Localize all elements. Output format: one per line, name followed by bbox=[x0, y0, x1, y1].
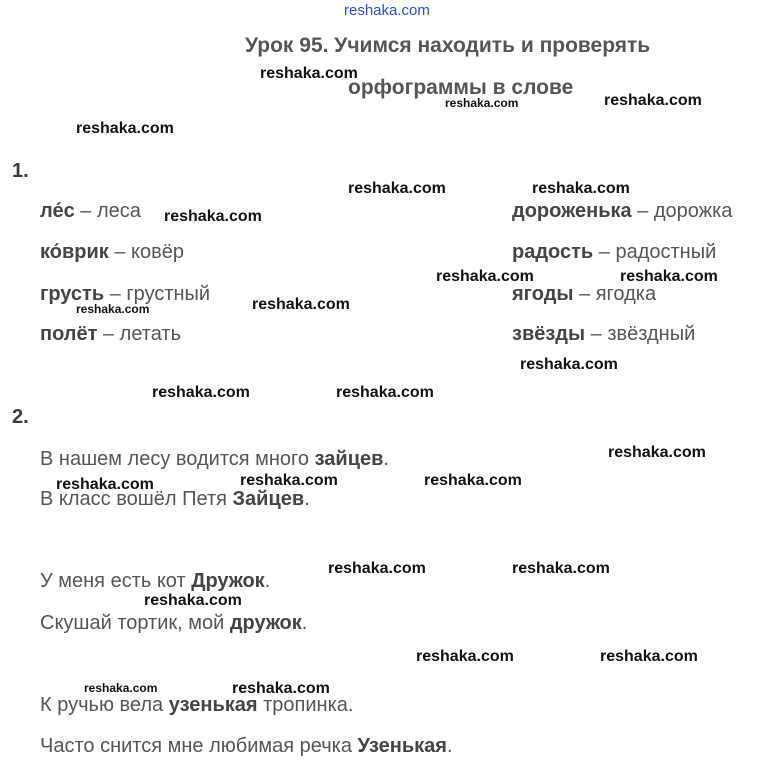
sentence bbox=[40, 448, 389, 471]
watermark: reshaka.com bbox=[240, 472, 338, 489]
page-title-line2: орфограммы в слове bbox=[348, 76, 574, 99]
watermark: reshaka.com bbox=[252, 296, 350, 313]
watermark: reshaka.com bbox=[144, 592, 242, 609]
watermark: reshaka.com bbox=[76, 302, 150, 316]
sentence-bold: узенькая bbox=[168, 694, 258, 716]
watermark: reshaka.com bbox=[164, 208, 262, 225]
page-title: Урок 95. Учимся находить и проверять bbox=[245, 34, 651, 57]
word-bold: дороженька bbox=[512, 200, 632, 222]
watermark: reshaka.com bbox=[260, 65, 358, 82]
watermark: reshaka.com bbox=[416, 648, 514, 665]
word-bold: ле́с bbox=[40, 200, 75, 222]
word-rest: звёздный bbox=[607, 323, 696, 345]
word-sep: – bbox=[593, 241, 616, 263]
word-sep: – bbox=[97, 323, 120, 345]
sentence-post: . bbox=[383, 448, 389, 470]
sentence-pre: Скушай тортик, мой bbox=[40, 612, 230, 634]
word-sep: – bbox=[74, 200, 97, 222]
watermark: reshaka.com bbox=[600, 648, 698, 665]
word-rest: ковёр bbox=[131, 241, 184, 263]
word-bold: звёзды bbox=[512, 323, 586, 345]
word-sep: – bbox=[573, 283, 596, 305]
word-bold: ягоды bbox=[512, 283, 574, 305]
sentence-bold: Дружок bbox=[191, 570, 265, 592]
word-sep: – bbox=[108, 241, 132, 263]
sentence-pre: К ручью вела bbox=[40, 694, 169, 716]
watermark: reshaka.com bbox=[445, 96, 519, 110]
watermark: reshaka.com bbox=[328, 560, 426, 577]
sentence-post: . bbox=[264, 570, 271, 592]
sentence-bold: дружок bbox=[229, 612, 302, 634]
watermark: reshaka.com bbox=[532, 180, 630, 197]
word-pair bbox=[512, 241, 716, 264]
watermark: reshaka.com bbox=[436, 268, 534, 285]
watermark: reshaka.com bbox=[84, 681, 158, 695]
sentence-pre: В класс вошёл Петя bbox=[40, 488, 233, 510]
watermark: reshaka.com bbox=[604, 92, 702, 109]
word-sep: – bbox=[104, 283, 127, 305]
word-bold: полёт bbox=[40, 323, 98, 345]
word-rest: радостный bbox=[615, 241, 717, 263]
word-rest: дорожка bbox=[653, 200, 733, 222]
sentence-post: . bbox=[446, 735, 453, 757]
task-number: 2. bbox=[12, 406, 29, 428]
sentence-pre: В нашем лесу водится много bbox=[40, 448, 315, 470]
sentence-bold: Зайцев bbox=[232, 488, 305, 510]
word-pair bbox=[512, 323, 695, 346]
sentence bbox=[40, 612, 307, 635]
watermark: reshaka.com bbox=[56, 476, 154, 493]
watermark: reshaka.com bbox=[512, 560, 610, 577]
watermark: reshaka.com bbox=[344, 2, 430, 19]
task-number: 1. bbox=[12, 160, 29, 182]
word-pair bbox=[40, 241, 184, 264]
word-rest: леса bbox=[96, 200, 141, 222]
watermark: reshaka.com bbox=[336, 384, 434, 401]
sentence-pre: Часто снится мне любимая речка bbox=[40, 735, 358, 757]
watermark: reshaka.com bbox=[232, 680, 330, 697]
word-sep: – bbox=[631, 200, 654, 222]
watermark: reshaka.com bbox=[76, 120, 174, 137]
word-rest: летать bbox=[119, 323, 181, 345]
sentence-bold: Узенькая bbox=[357, 735, 447, 757]
watermark: reshaka.com bbox=[620, 268, 718, 285]
word-bold: ко́врик bbox=[40, 241, 109, 263]
watermark: reshaka.com bbox=[152, 384, 250, 401]
word-rest: грустный bbox=[126, 283, 211, 305]
sentence-bold: зайцев bbox=[314, 448, 384, 470]
watermark: reshaka.com bbox=[348, 180, 446, 197]
watermark: reshaka.com bbox=[608, 444, 706, 461]
word-pair bbox=[512, 200, 732, 223]
sentence-pre: У меня есть кот bbox=[40, 570, 192, 592]
sentence-post: . bbox=[304, 488, 310, 510]
word-pair bbox=[40, 200, 141, 223]
word-bold: грусть bbox=[40, 283, 105, 305]
word-pair bbox=[512, 283, 656, 306]
word-bold: радость bbox=[512, 241, 594, 263]
watermark: reshaka.com bbox=[520, 356, 618, 373]
watermark: reshaka.com bbox=[424, 472, 522, 489]
sentence-post: тропинка. bbox=[257, 694, 354, 716]
word-rest: ягодка bbox=[595, 283, 657, 305]
sentence bbox=[40, 735, 453, 758]
sentence-post: . bbox=[301, 612, 308, 634]
word-pair bbox=[40, 323, 181, 346]
sentence bbox=[40, 570, 270, 593]
word-sep: – bbox=[585, 323, 608, 345]
